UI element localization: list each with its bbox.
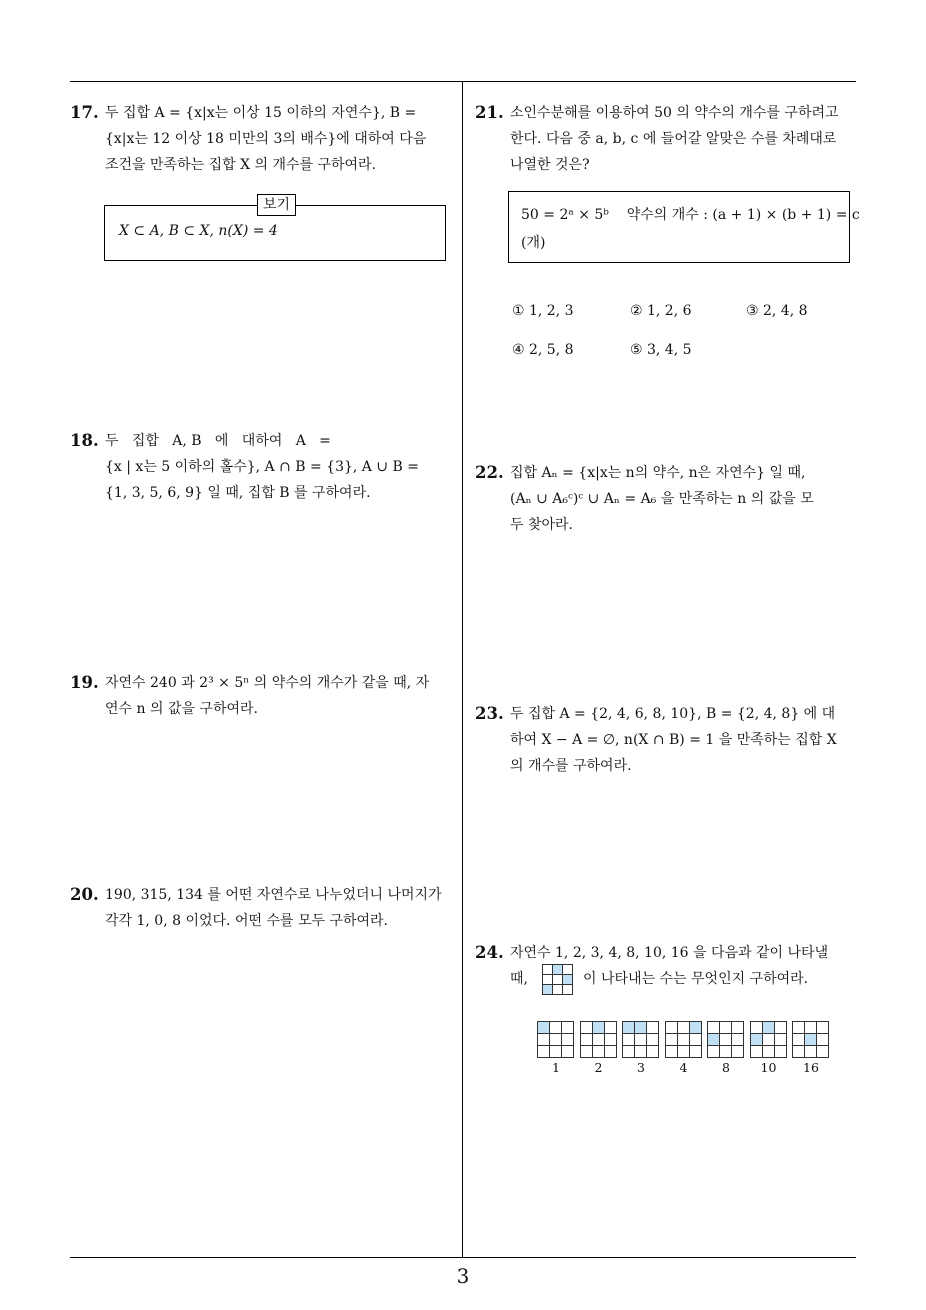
grid-cell [793,1022,805,1034]
question-23 [475,701,860,779]
choice-3[interactable]: ③ 2, 4, 8 [746,303,808,319]
grid-cell [543,985,553,995]
bottom-rule [70,1257,856,1258]
grid-cell [581,1034,593,1046]
grid-cell [793,1046,805,1058]
grid-cell [543,965,553,975]
number-grid-label: 1 [552,1060,560,1075]
sample-grid-figure [542,964,573,995]
question-text-line: 각각 1, 0, 8 이었다. 어떤 수를 모두 구하여라. [105,913,388,929]
grid-cell [775,1022,787,1034]
condition-text: X ⊂ A, B ⊂ X, n(X) = 4 [119,223,278,239]
grid-cell [553,975,563,985]
grid-cell [562,1034,574,1046]
question-text-line: 자연수 1, 2, 3, 4, 8, 10, 16 을 다음과 같이 나타낼 [510,945,829,961]
grid-cell [732,1046,744,1058]
grid-cell [635,1034,647,1046]
grid-cell [581,1022,593,1034]
grid-cell [605,1022,617,1034]
grid-cell [563,985,573,995]
grid-cell [562,1022,574,1034]
grid-cell [538,1046,550,1058]
number-grid-label: 16 [803,1060,819,1075]
question-text-line: 한다. 다음 중 a, b, c 에 들어갈 알맞은 수를 차례대로 [510,131,837,147]
grid-cell [751,1022,763,1034]
grid-cell [720,1034,732,1046]
top-rule [70,81,856,82]
grid-cell [563,975,573,985]
grid-cell [775,1034,787,1046]
grid-cell [732,1022,744,1034]
question-number: 22. [475,463,504,482]
question-17 [70,100,455,178]
question-text-line: 나열한 것은? [510,157,590,173]
grid-cell [647,1046,659,1058]
question-19 [70,670,455,722]
grid-cell [805,1022,817,1034]
question-text-line: {1, 3, 5, 6, 9} 일 때, 집합 B 를 구하여라. [105,485,371,501]
grid-cell [605,1046,617,1058]
number-grid-3 [622,1021,659,1058]
choice-2[interactable]: ② 1, 2, 6 [630,303,692,319]
question-18 [70,428,455,506]
question-22 [475,460,860,538]
grid-cell [593,1022,605,1034]
grid-cell [805,1034,817,1046]
question-text-line: 두 집합 A = {x|x는 이상 15 이하의 자연수}, B = [105,105,417,121]
column-divider [462,82,463,1258]
question-text-line: 조건을 만족하는 집합 X 의 개수를 구하여라. [105,157,377,173]
formula-text: 50 = 2ᵃ × 5ᵇ 약수의 개수 : (a + 1) × (b + 1) = c [521,207,860,223]
grid-cell [538,1022,550,1034]
number-grid-10 [750,1021,787,1058]
grid-cell [538,1034,550,1046]
number-grid-1 [537,1021,574,1058]
grid-cell [593,1046,605,1058]
grid-cell [543,975,553,985]
grid-cell [817,1034,829,1046]
question-text-line: 190, 315, 134 를 어떤 자연수로 나누었더니 나머지가 [105,887,442,903]
question-text-line: 소인수분해를 이용하여 50 의 약수의 개수를 구하려고 [510,105,839,121]
choice-5[interactable]: ⑤ 3, 4, 5 [630,342,692,358]
grid-cell [751,1046,763,1058]
grid-cell [690,1034,702,1046]
grid-cell [550,1046,562,1058]
grid-cell [666,1022,678,1034]
grid-cell [678,1046,690,1058]
number-grid-4 [665,1021,702,1058]
grid-cell [805,1046,817,1058]
grid-cell [708,1022,720,1034]
grid-cell [623,1022,635,1034]
question-text-line: (Aₙ ∪ A₆ᶜ)ᶜ ∪ Aₙ = A₆ 을 만족하는 n 의 값을 모 [510,491,814,507]
grid-cell [605,1034,617,1046]
question-text-line: 하여 X − A = ∅, n(X ∩ B) = 1 을 만족하는 집합 X [510,732,837,748]
question-number: 24. [475,943,504,962]
grid-cell [550,1034,562,1046]
grid-cell [817,1046,829,1058]
question-number: 18. [70,431,99,450]
question-number: 21. [475,103,504,122]
grid-cell [751,1034,763,1046]
grid-cell [720,1022,732,1034]
grid-cell [763,1022,775,1034]
grid-cell [563,965,573,975]
number-grid-16 [792,1021,829,1058]
question-text-line: 두 집합 A = {2, 4, 6, 8, 10}, B = {2, 4, 8} 에 대 [510,706,836,722]
grid-cell [793,1034,805,1046]
question-text-line: {x | x는 5 이하의 홀수}, A ∩ B = {3}, A ∪ B = [105,459,420,475]
number-grid-label: 4 [679,1060,688,1075]
grid-cell [817,1022,829,1034]
grid-cell [635,1022,647,1034]
question-text-fragment: 때, [510,971,528,987]
number-grid-label: 3 [637,1060,645,1075]
number-grid-label: 8 [722,1060,730,1075]
grid-cell [708,1034,720,1046]
grid-cell [647,1034,659,1046]
grid-cell [647,1022,659,1034]
question-text-line: {x|x는 12 이상 18 미만의 3의 배수}에 대하여 다음 [105,131,427,147]
grid-cell [690,1046,702,1058]
grid-cell [678,1034,690,1046]
question-text-line: 두 집합 A, B 에 대하여 A = [105,433,331,449]
grid-cell [593,1034,605,1046]
grid-cell [553,985,563,995]
grid-cell [666,1046,678,1058]
number-grid-label: 10 [760,1060,777,1075]
formula-unit: (개) [521,235,546,251]
question-text-line: 자연수 240 과 2³ × 5ⁿ 의 약수의 개수가 같을 때, 자 [105,675,430,691]
grid-cell [635,1046,647,1058]
question-text-line: 두 찾아라. [510,517,573,533]
question-text-line: 의 개수를 구하여라. [510,758,632,774]
choice-4[interactable]: ④ 2, 5, 8 [512,342,574,358]
grid-cell [623,1034,635,1046]
number-grid-2 [580,1021,617,1058]
question-text-line: 집합 Aₙ = {x|x는 n의 약수, n은 자연수} 일 때, [510,465,806,481]
grid-cell [690,1022,702,1034]
choice-1[interactable]: ① 1, 2, 3 [512,303,574,319]
grid-cell [550,1022,562,1034]
grid-cell [708,1046,720,1058]
question-number: 23. [475,704,504,723]
grid-cell [666,1034,678,1046]
question-number: 20. [70,885,99,904]
condition-box [104,197,446,261]
grid-cell [553,965,563,975]
grid-cell [720,1046,732,1058]
page-number: 3 [456,1264,470,1288]
grid-cell [623,1046,635,1058]
number-grid-8 [707,1021,744,1058]
formula-box [508,191,860,263]
question-21 [475,100,860,178]
grid-cell [732,1034,744,1046]
question-24 [475,940,860,992]
grid-cell [763,1046,775,1058]
grid-cell [763,1034,775,1046]
question-20 [70,882,455,934]
grid-cell [678,1022,690,1034]
number-grid-label: 2 [594,1060,603,1075]
grid-cell [581,1046,593,1058]
question-number: 17. [70,103,99,122]
question-text-line: 연수 n 의 값을 구하여라. [105,701,258,717]
grid-cell [775,1046,787,1058]
question-text-fragment: 이 나타내는 수는 무엇인지 구하여라. [583,971,809,987]
question-number: 19. [70,673,99,692]
box-tag-label: 보기 [257,194,296,216]
grid-cell [562,1046,574,1058]
